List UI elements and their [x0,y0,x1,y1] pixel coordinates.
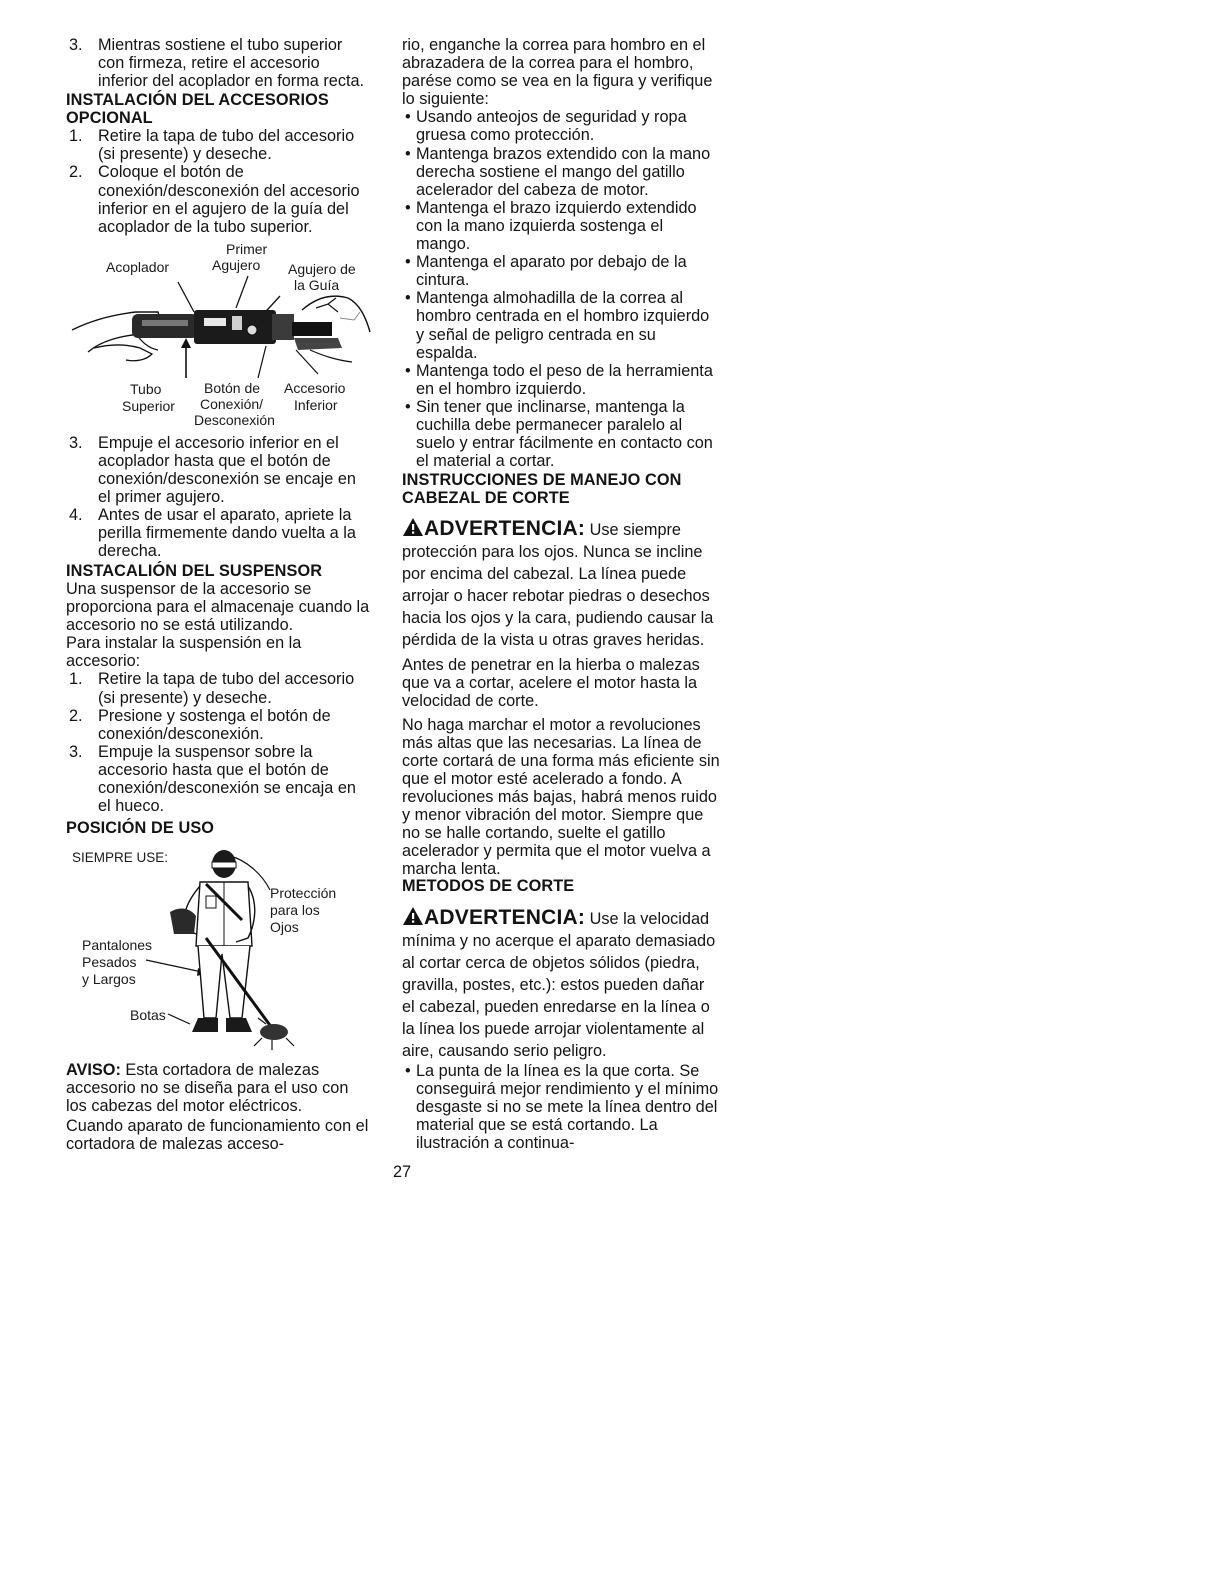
heading-instrucciones: INSTRUCCIONES DE MANEJO CON CABEZAL DE CORTE [402,471,682,507]
bullet-text: Mantenga el aparato por debajo de la cintura. [416,253,687,290]
warning-icon [402,517,424,537]
nohaga-paragraph: No haga marchar el motor a revoluciones más altas que las necesarias. La línea de corte cortará de una forma más eficiente sin que el motor esté acelerado a fondo. A revoluciones más bajas, habrá menos ruido y menor vibración del motor. Siempre que no se halle cortando, suelte el gatillo acelerador y permita que el motor vuelva a marcha lenta. [402,715,720,879]
list-item [402,253,720,289]
step-number: 2. [69,706,83,725]
label-tubo: Tubo [130,380,162,397]
label-accesorio: Accesorio [284,379,346,396]
suspensor-paragraph-2: Para instalar la suspensión en la accesorio: [66,634,302,671]
bullet-glyph: • [405,289,411,308]
heading-suspensor: INSTACALIÓN DEL SUSPENSOR [66,561,323,580]
list-item [402,199,720,253]
list-item [66,163,372,235]
cutting-bullets [402,1062,720,1152]
heading-metodos: METODOS DE CORTE [402,877,575,896]
bullet-glyph: • [405,198,411,217]
label-conexion: Conexión/ [200,395,264,412]
list-item [402,108,720,144]
label-acoplador: Acoplador [106,258,170,275]
step-text: Retire la tapa de tubo del accesorio (si presente) y deseche. [98,670,355,707]
list-item [66,670,372,706]
warning-text: Use la velocidad mínima y no acerque el aparato demasiado al cortar cerca de objetos sólidos (piedra, gravilla, postes, etc.): estos pueden dañar el cabezal, pueden enredarse en la línea o la línea los puede arrojar violentamente al aire, causando serio peligro. [402,909,716,1060]
heading-posicion: POSICIÓN DE USO [66,819,215,838]
left-column [66,36,372,1153]
label-superior: Superior [122,397,175,414]
bullet-text: Sin tener que inclinarse, mantenga la cuchilla debe permanecer paralelo al suelo y entrar fácilmente en contacto con el material a cortar. [416,397,713,471]
operator-illustration [66,842,372,1056]
list-item [402,1062,720,1152]
step-number: 1. [69,127,83,146]
bullet-glyph: • [405,108,411,127]
checklist-bullets [402,108,720,470]
list-item [66,506,372,560]
bullet-text: Mantenga todo el peso de la herramienta en el hombro izquierdo. [416,361,713,398]
warning-text: Use siempre protección para los ojos. Nunca se incline por encima del cabezal. La línea puede arrojar o hacer rebotar piedras o desechos hacia los ojos y la cara, pudiendo causar la pérdida de la vista u otras graves heridas. [402,521,714,650]
bullet-glyph: • [405,397,411,416]
list-item [66,36,372,90]
step-text: Antes de usar el aparato, apriete la perilla firmemente dando vuelta a la derecha. [98,506,356,561]
aviso-label: AVISO: [66,1060,121,1079]
step-number: 1. [69,670,83,689]
label-desconexion: Desconexión [194,411,275,428]
step-number: 3. [69,36,83,54]
step-text: Mientras sostiene el tubo superior con firmeza, retire el accesorio inferior del acoplador en forma recta. [98,36,365,91]
label-y-largos: y Largos [82,970,136,987]
warning-paragraph-1 [402,517,720,651]
bullet-glyph: • [405,1061,411,1080]
label-pesados: Pesados [82,953,137,970]
warning-icon [402,906,424,926]
warning-label: ADVERTENCIA: [424,905,586,929]
label-primer: Primer [226,240,268,257]
label-siempre-use: SIEMPRE USE: [72,849,169,865]
list-item [402,289,720,361]
warning-paragraph-2 [402,906,720,1062]
step-number: 3. [69,742,83,761]
step-text: Coloque el botón de conexión/desconexión del accesorio inferior en el agujero de la guía del acoplador de la tubo superior. [98,163,360,236]
removal-step-list [66,36,372,90]
list-item [402,362,720,398]
bullet-text: Mantenga el brazo izquierdo extendido con la mano izquierda sostenga el mango. [416,198,697,254]
label-pantalones: Pantalones [82,936,153,953]
step-number: 4. [69,506,83,525]
bullet-glyph: • [405,253,411,272]
step-text: Empuje la suspensor sobre la accesorio hasta que el botón de conexión/desconexión se encaja en el hueco. [98,742,356,816]
list-item [66,434,372,506]
aviso-paragraph [66,1061,372,1115]
label-boton-de: Botón de [204,379,261,396]
label-agujero: Agujero [212,256,261,273]
coupler-figure [66,238,372,434]
label-ojos: Ojos [270,918,299,935]
page-number: 27 [393,1163,412,1181]
heading-instalacion: INSTALACIÓN DEL ACCESORIOS OPCIONAL [66,91,329,127]
label-botas: Botas [130,1006,166,1023]
label-la-guia: la Guía [294,276,340,293]
antes-paragraph: Antes de penetrar en la hierba o malezas que va a cortar, acelere el motor hasta la velocidad de corte. [402,656,700,711]
install-steps-b [66,434,372,561]
step-number: 3. [69,433,83,452]
right-column [402,36,720,1152]
list-item [402,398,720,470]
label-inferior: Inferior [294,396,338,413]
operator-figure [66,842,372,1056]
list-item [66,127,372,163]
list-item [66,743,372,815]
cuando-paragraph: Cuando aparato de funcionamiento con el cortadora de malezas acceso- [66,1117,369,1154]
step-text: Empuje el accesorio inferior en el acoplador hasta que el botón de conexión/desconexión se encaje en el primer agujero. [98,433,356,507]
suspensor-steps [66,670,372,815]
label-agujero-de: Agujero de [288,260,356,277]
step-text: Retire la tapa de tubo del accesorio (si presente) y deseche. [98,127,355,164]
aviso-text: Esta cortadora de malezas accesorio no se diseña para el uso con los cabezas del motor eléctricos. [66,1060,349,1115]
bullet-text: Mantenga almohadilla de la correa al hombro centrada en el hombro izquierdo y señal de peligro centrada en su espalda. [416,289,710,362]
label-para-los: para los [270,901,320,918]
suspensor-paragraph-1: Una suspensor de la accesorio se proporciona para el almacenaje cuando la accesorio no se está utilizando. [66,580,370,635]
list-item [402,145,720,199]
install-steps-a [66,127,372,236]
continuation-paragraph: rio, enganche la correa para hombro en el abrazadera de la correa para el hombro, parése como se vea en la figura y verifique lo siguiente: [402,36,713,109]
label-proteccion: Protección [270,884,337,901]
step-text: Presione y sostenga el botón de conexión/desconexión. [98,706,331,743]
bullet-glyph: • [405,361,411,380]
bullet-text: La punta de la línea es la que corta. Se conseguirá mejor rendimiento y el mínimo desgaste si no se mete la línea dentro del material que se está cortando. La ilustración a continua- [416,1061,719,1153]
bullet-glyph: • [405,144,411,163]
bullet-text: Usando anteojos de seguridad y ropa gruesa como protección. [416,108,687,145]
bullet-text: Mantenga brazos extendido con la mano derecha sostiene el mango del gatillo acelerador del cabeza de motor. [416,144,711,199]
list-item [66,707,372,743]
warning-label: ADVERTENCIA: [424,517,586,541]
step-number: 2. [69,163,83,182]
